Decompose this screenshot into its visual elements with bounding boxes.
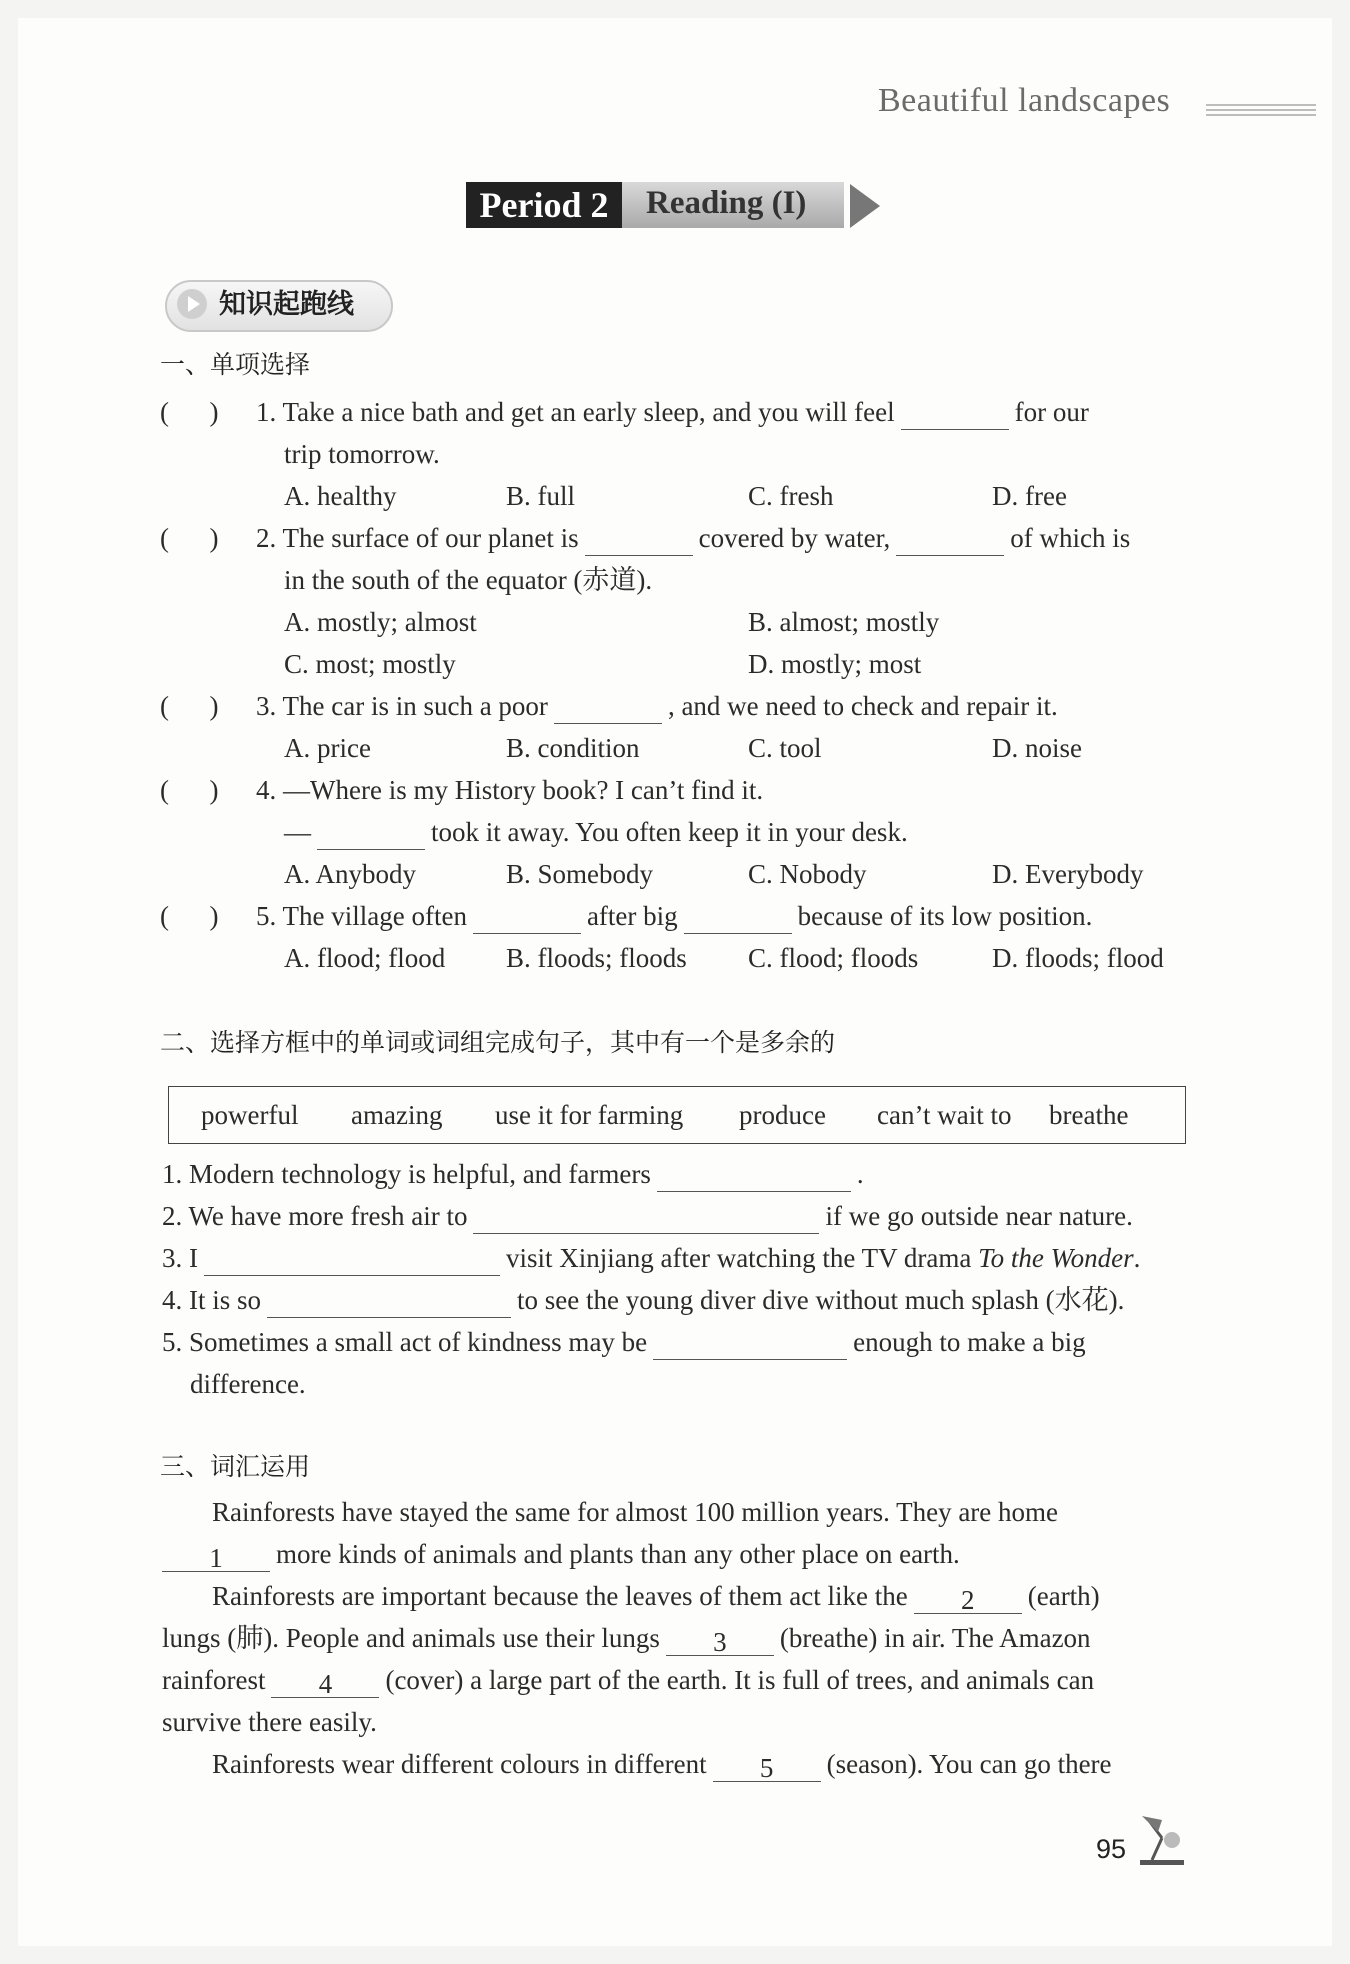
answer-paren: ( ) — [160, 691, 219, 721]
desk-lamp-icon — [1132, 1810, 1192, 1870]
answer-paren: ( ) — [160, 523, 219, 553]
passage-blank-2[interactable]: 2 — [914, 1583, 1022, 1614]
passage-blank-4[interactable]: 4 — [271, 1667, 379, 1698]
q1-option-c: C. fresh — [748, 481, 834, 511]
s2-blank-1[interactable] — [657, 1161, 851, 1192]
q2-option-a: A. mostly; almost — [284, 607, 477, 637]
s2-sentence-2: 2. We have more fresh air to if we go outside near nature. — [162, 1198, 1133, 1234]
word-item: powerful — [201, 1100, 299, 1130]
word-item: amazing — [351, 1100, 443, 1130]
q5-line1: 5. The village often after big because of its low position. — [256, 898, 1092, 934]
q3-blank[interactable] — [554, 693, 662, 724]
passage-line-1: Rainforests have stayed the same for almost 100 million years. They are home — [212, 1497, 1059, 1527]
q5-blank-2[interactable] — [684, 903, 792, 934]
q4-option-b: B. Somebody — [506, 859, 654, 889]
q2-line1: 2. The surface of our planet is covered by water, of which is — [256, 520, 1130, 556]
answer-paren: ( ) — [160, 397, 219, 427]
passage-line-7: Rainforests wear different colours in different 5 (season). You can go there — [212, 1749, 1112, 1783]
q2-line2: in the south of the equator (赤道). — [284, 565, 653, 595]
period-title: Reading (I) — [622, 182, 844, 228]
passage-blank-5[interactable]: 5 — [713, 1751, 821, 1782]
header-decoration — [1206, 104, 1316, 118]
q3-option-a: A. price — [284, 733, 371, 763]
s2-blank-2[interactable] — [473, 1203, 819, 1234]
section-badge — [165, 280, 393, 332]
passage-blank-1[interactable]: 1 — [162, 1541, 270, 1572]
page-number: 95 — [1096, 1834, 1127, 1864]
passage-line-6: survive there easily. — [162, 1707, 377, 1737]
q4-line1: 4. —Where is my History book? I can’t find it. — [256, 775, 764, 805]
q1-option-a: A. healthy — [284, 481, 397, 511]
section3-title: 三、词汇运用 — [160, 1452, 311, 1481]
q2-option-b: B. almost; mostly — [748, 607, 940, 637]
word-item: breathe — [1049, 1100, 1129, 1130]
q2-option-c: C. most; mostly — [284, 649, 456, 679]
word-item: use it for farming — [495, 1100, 684, 1130]
badge-text: 知识起跑线 — [219, 289, 354, 320]
q4-option-c: C. Nobody — [748, 859, 867, 889]
q4-option-a: A. Anybody — [284, 859, 417, 889]
passage-line-3: Rainforests are important because the leaves of them act like the 2 (earth) — [212, 1581, 1100, 1615]
q1-blank[interactable] — [901, 399, 1009, 430]
q5-option-b: B. floods; floods — [506, 943, 687, 973]
q2-option-d: D. mostly; most — [748, 649, 922, 679]
play-icon — [177, 289, 207, 319]
s2-sentence-5: 5. Sometimes a small act of kindness may be enough to make a big — [162, 1324, 1086, 1360]
q1-option-d: D. free — [992, 481, 1067, 511]
s2-blank-4[interactable] — [267, 1287, 511, 1318]
answer-paren: ( ) — [160, 775, 219, 805]
q3-option-d: D. noise — [992, 733, 1082, 763]
word-item: can’t wait to — [877, 1100, 1012, 1130]
q4-line2: — took it away. You often keep it in your desk. — [284, 814, 908, 850]
q1-option-b: B. full — [506, 481, 576, 511]
q4-blank[interactable] — [317, 819, 425, 850]
passage-blank-3[interactable]: 3 — [666, 1625, 774, 1656]
q2-blank-1[interactable] — [585, 525, 693, 556]
answer-paren: ( ) — [160, 901, 219, 931]
q3-line1: 3. The car is in such a poor , and we need to check and repair it. — [256, 688, 1058, 724]
word-box — [168, 1086, 1186, 1144]
section2-title: 二、选择方框中的单词或词组完成句子，其中有一个是多余的 — [160, 1028, 836, 1057]
s2-sentence-1: 1. Modern technology is helpful, and farmers . — [162, 1156, 864, 1192]
period-label: Period 2 — [466, 182, 622, 228]
running-header: Beautiful landscapes — [878, 82, 1171, 119]
q3-option-b: B. condition — [506, 733, 640, 763]
q3-option-c: C. tool — [748, 733, 822, 763]
q5-option-d: D. floods; flood — [992, 943, 1164, 973]
section1-title: 一、单项选择 — [160, 350, 311, 379]
passage-line-5: rainforest 4 (cover) a large part of the earth. It is full of trees, and animals can — [162, 1665, 1095, 1699]
q5-option-a: A. flood; flood — [284, 943, 446, 973]
s2-sentence-4: 4. It is so to see the young diver dive without much splash (水花). — [162, 1282, 1124, 1318]
s2-sentence-3: 3. I visit Xinjiang after watching the TV drama To the Wonder. — [162, 1240, 1140, 1276]
q5-option-c: C. flood; floods — [748, 943, 919, 973]
passage-line-2: 1 more kinds of animals and plants than any other place on earth. — [162, 1536, 960, 1572]
q2-blank-2[interactable] — [896, 525, 1004, 556]
q1-line2: trip tomorrow. — [284, 439, 440, 469]
arrow-right-icon — [850, 184, 880, 228]
q5-blank-1[interactable] — [473, 903, 581, 934]
q4-option-d: D. Everybody — [992, 859, 1144, 889]
passage-line-4: lungs (肺). People and animals use their lungs 3 (breathe) in air. The Amazon — [162, 1623, 1091, 1657]
q1-line1: 1. Take a nice bath and get an early sleep, and you will feel for our — [256, 394, 1089, 430]
s2-sentence-5-cont: difference. — [190, 1369, 306, 1399]
word-item: produce — [739, 1100, 826, 1130]
s2-blank-5[interactable] — [653, 1329, 847, 1360]
s2-blank-3[interactable] — [204, 1245, 500, 1276]
